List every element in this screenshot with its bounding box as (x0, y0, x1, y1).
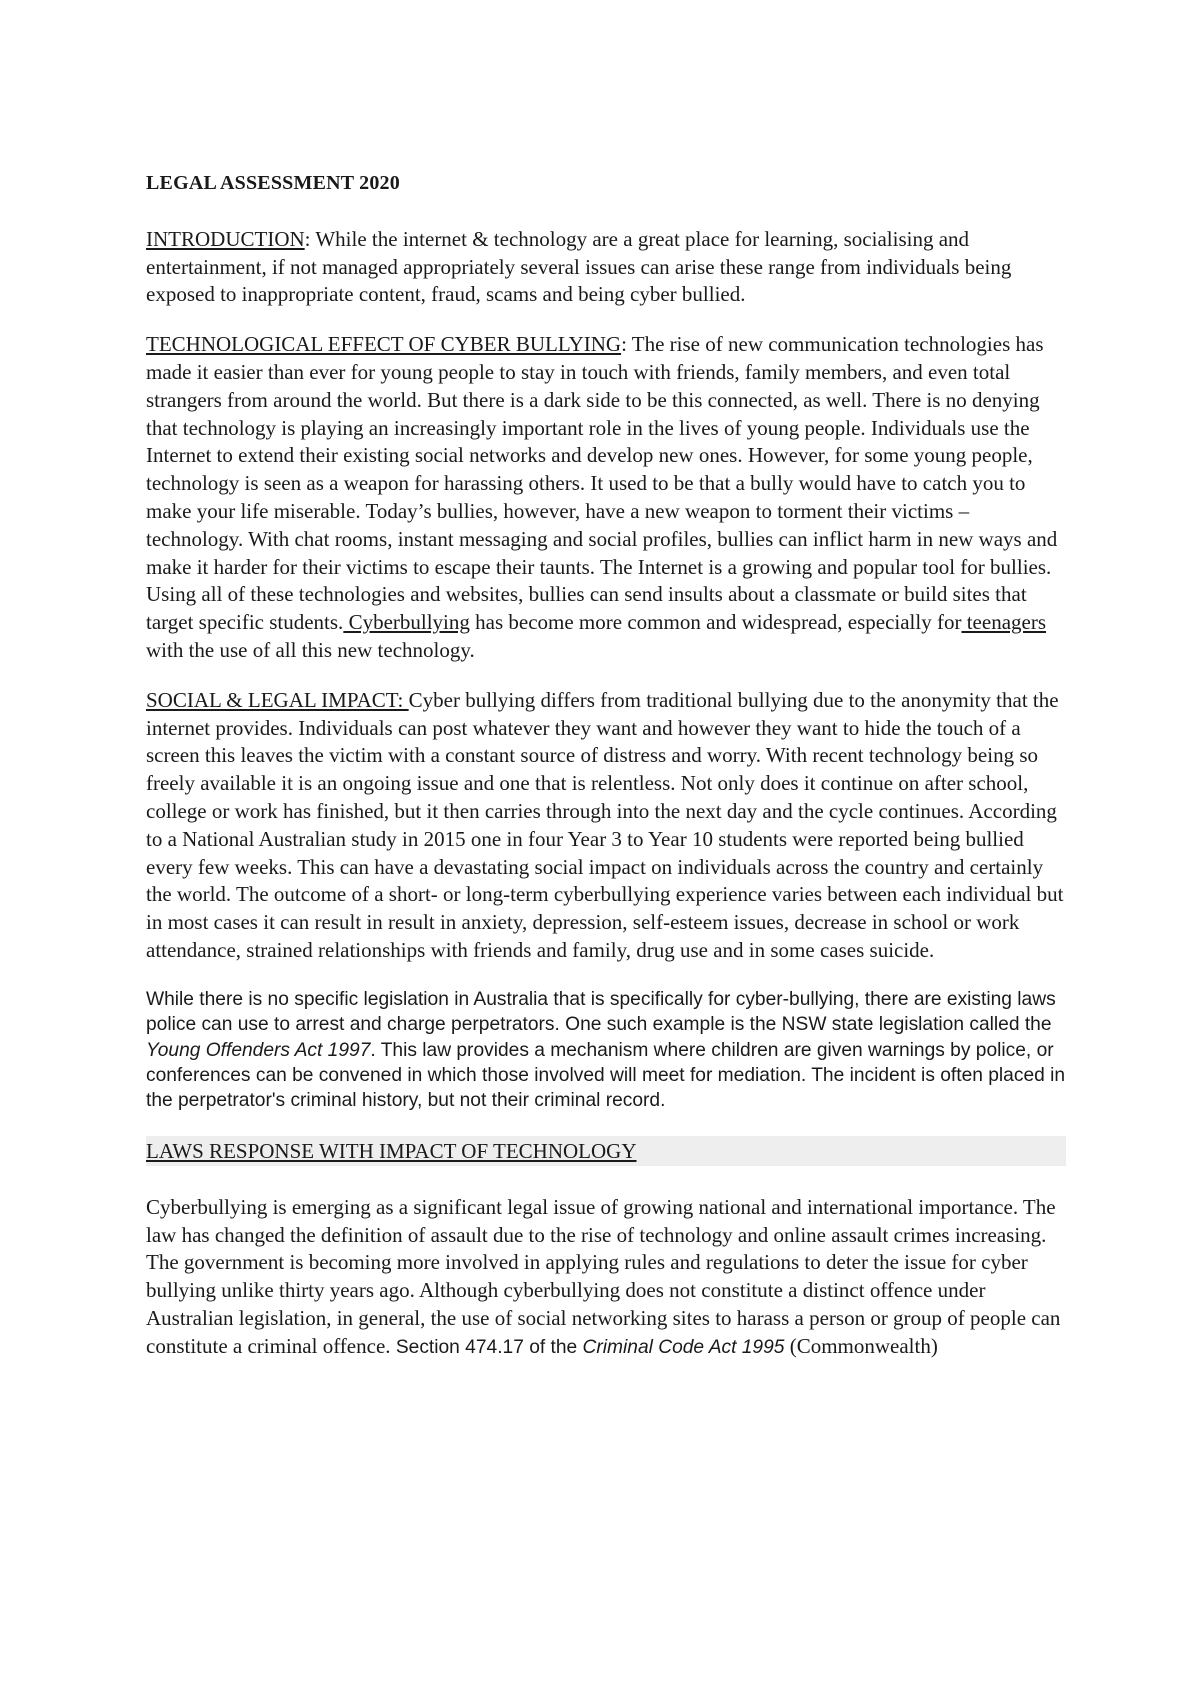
laws-response-heading: LAWS RESPONSE WITH IMPACT OF TECHNOLOGY (146, 1138, 637, 1163)
technological-effect-mid: has become more common and widespread, especially for (469, 610, 962, 635)
teenagers-link[interactable]: teenagers (961, 610, 1047, 635)
legislation-text-before: While there is no specific legislation in Australia that is specifically for cyber-bullying, there are existing laws police can use to arrest and charge perpetrators. One such example is the NSW state legislation called the (146, 988, 1056, 1036)
commonwealth-text: (Commonwealth) (784, 1333, 938, 1358)
cyberbullying-link[interactable]: Cyberbullying (343, 610, 470, 635)
document-title: LEGAL ASSESSMENT 2020 (146, 172, 400, 194)
legislation-text-after: . This law provides a mechanism where children are given warnings by police, or conferences can be convened in which those involved will meet for mediation. The incident is often placed in the perpetrator's criminal history, but not their criminal record. (146, 1039, 1066, 1112)
introduction-paragraph (146, 226, 1066, 309)
legislation-paragraph (146, 987, 1066, 1114)
technological-effect-text: : The rise of new communication technologies has made it easier than ever for young people to stay in touch with friends, family members, and even total strangers from around the world. But there is a dark side to be this connected, as well. There is no denying that technology is playing an increasingly important role in the lives of young people. Individuals use the Internet to extend their existing social networks and develop new ones. However, for some young people, technology is seen as a weapon for harassing others. It used to be that a bully would have to catch you to make your life miserable. Today’s bullies, however, have a new weapon to torment their victims – technology. With chat rooms, instant messaging and social profiles, bullies can inflict harm in new ways and make it harder for their victims to escape their taunts. The Internet is a growing and popular tool for bullies. Using all of these technologies and websites, bullies can send insults about a classmate or build sites that target specific students. (146, 332, 1058, 635)
document-page (146, 170, 1066, 1383)
technological-effect-heading: TECHNOLOGICAL EFFECT OF CYBER BULLYING (146, 332, 622, 357)
young-offenders-act: Young Offenders Act 1997 (146, 1039, 371, 1061)
laws-response-paragraph (146, 1194, 1066, 1361)
laws-response-text: Cyberbullying is emerging as a significant legal issue of growing national and international importance. The law has changed the definition of assault due to the rise of technology and online assault crimes increasing. The government is becoming more involved in applying rules and regulations to deter the issue for cyber bullying unlike thirty years ago. Although cyberbullying does not constitute a distinct offence under Australian legislation, in general, the use of social networking sites to harass a person or group of people can constitute a criminal offence. (146, 1194, 1061, 1358)
social-legal-paragraph (146, 687, 1066, 965)
section-reference: Section 474.17 of the (390, 1336, 583, 1358)
social-legal-text: Cyber bullying differs from traditional bullying due to the anonymity that the internet provides. Individuals can post whatever they want and however they want to hide the touch of a screen this leaves the victim with a constant source of distress and worry. With recent technology being so freely available it is an ongoing issue and one that is relentless. Not only does it continue on after school, college or work has finished, but it then carries through into the next day and the cycle continues. According to a National Australian study in 2015 one in four Year 3 to Year 10 students were reported being bullied every few weeks. This can have a devastating social impact on individuals across the country and certainly the world. The outcome of a short- or long-term cyberbullying experience varies between each individual but in most cases it can result in result in anxiety, depression, self-esteem issues, decrease in school or work attendance, strained relationships with friends and family, drug use and in some cases suicide. (146, 687, 1064, 962)
criminal-code-act: Criminal Code Act 1995 (582, 1336, 785, 1358)
technological-effect-end: with the use of all this new technology. (146, 637, 475, 662)
social-legal-heading: SOCIAL & LEGAL IMPACT: (146, 687, 409, 712)
introduction-text: : While the internet & technology are a great place for learning, socialising and entertainment, if not managed appropriately several issues can arise these range from individuals being exposed to inappropriate content, fraud, scams and being cyber bullied. (146, 226, 1012, 307)
laws-response-heading-bar (146, 1136, 1066, 1166)
technological-effect-paragraph (146, 331, 1066, 665)
introduction-heading: INTRODUCTION (146, 226, 305, 251)
